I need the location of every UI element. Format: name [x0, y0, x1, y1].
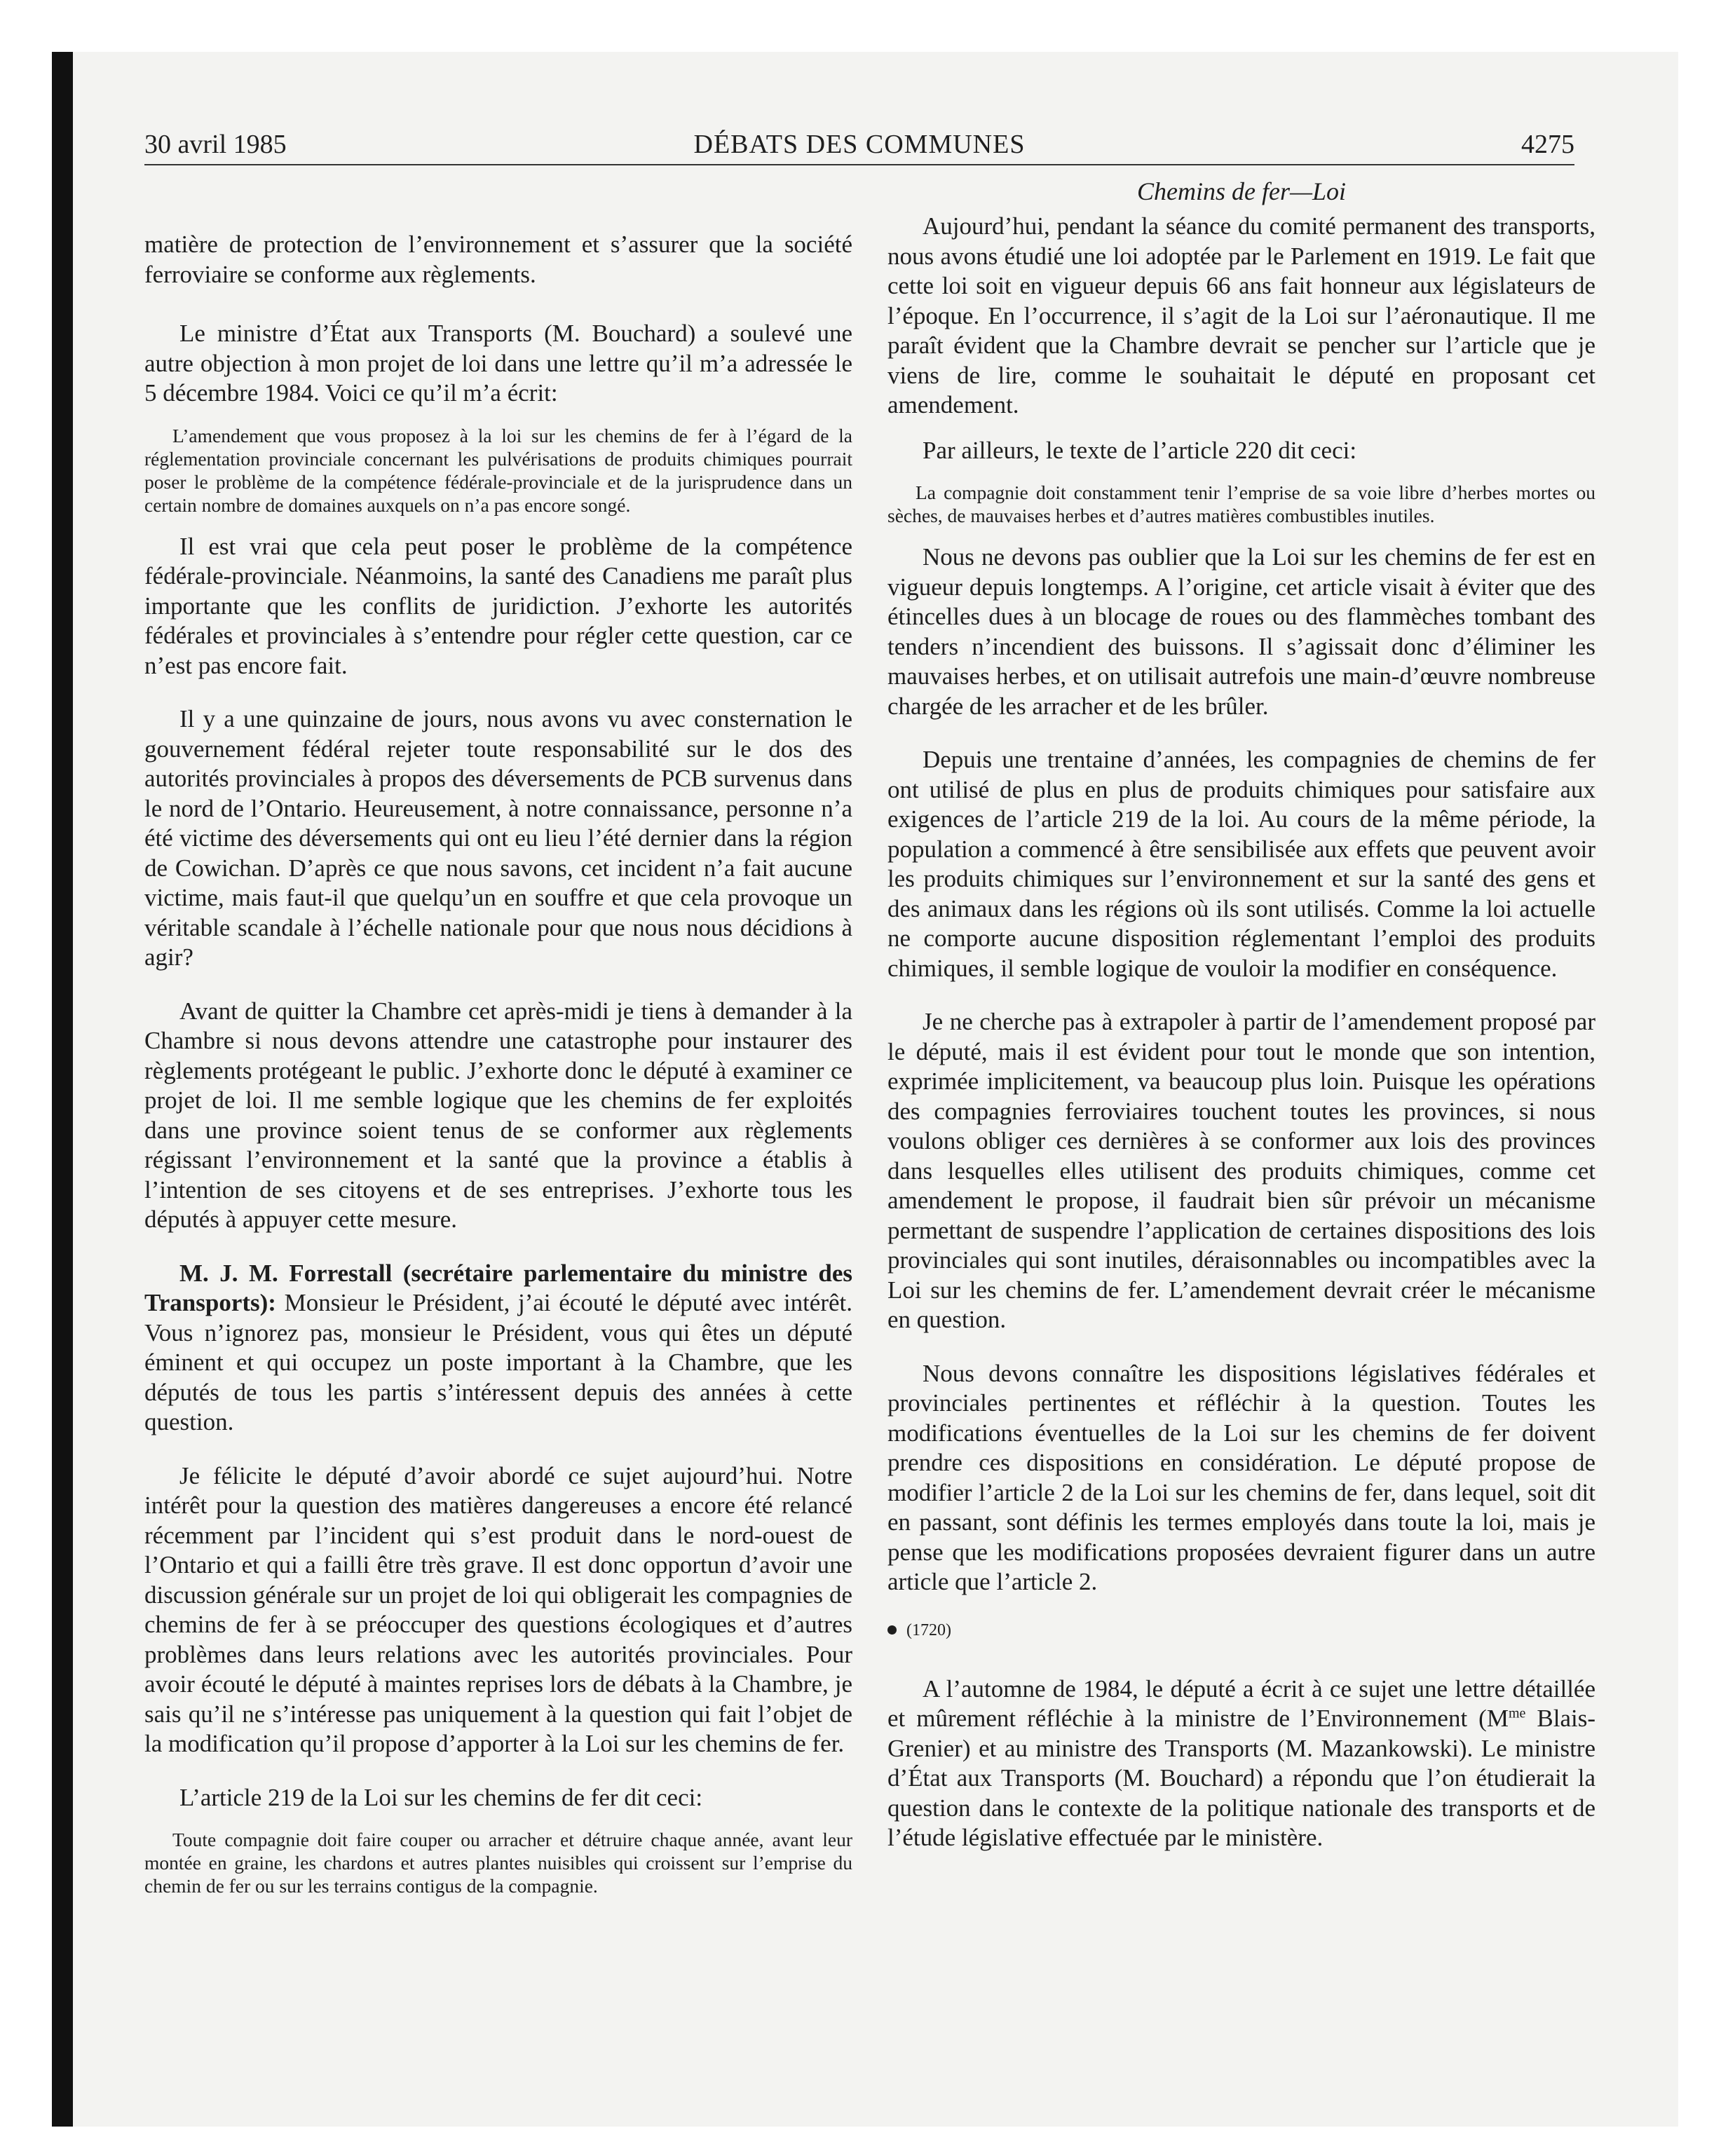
header-date: 30 avril 1985: [144, 130, 287, 159]
timestamp: [887, 1620, 1595, 1641]
scan-border: [52, 52, 73, 2127]
running-head: [144, 125, 1574, 165]
paragraph: Nous devons connaître les dispositions législatives fédérales et provinciales pertinentes et réfléchir à la question. Toutes les modifications éventuelles de la Loi sur les chemins de fer doivent prendre ces dispositions en considération. Le député propose de modifier l’article 2 de la Loi sur les chemins de fer, dans lequel, soit dit en passant, sont définis les termes employés dans toute la loi, mais je pense que les modifications proposées devraient figurer dans un autre article que l’article 2.: [887, 1359, 1595, 1595]
text-segment: A l’automne de 1984, le député a écrit à ce sujet une lettre détaillée et mûrement réfléchie à la ministre de l’Environnement (M: [887, 1674, 1595, 1732]
paragraph: Par ailleurs, le texte de l’article 220 dit ceci:: [923, 436, 1357, 464]
speech-text: Monsieur le Président, j’ai écouté le député avec intérêt. Vous n’ignorez pas, monsieur le Président, vous qui êtes un député éminent et qui occupez un poste important à la Chambre, que les députés de tous les partis s’intéressent depuis des années à cette question.: [144, 1289, 852, 1435]
paragraph: L’article 219 de la Loi sur les chemins de fer dit ceci:: [179, 1783, 703, 1811]
header-title: DÉBATS DES COMMUNES: [693, 130, 1026, 159]
paragraph: Il est vrai que cela peut poser le problème de la compétence fédérale-provinciale. Néanmoins, la santé des Canadiens me paraît plus importante que les conflits de juridiction. J’exhorte les autorités fédérales et provinciales à s’entendre pour régler cette question, car ce n’est pas encore fait.: [144, 532, 852, 679]
block-quote: L’amendement que vous proposez à la loi sur les chemins de fer à l’égard de la réglementation provinciale concernant les pulvérisations de produits chimiques pourrait poser le problème de la compétence fédérale-provinciale et de la jurisprudence dans un certain nombre de domaines auxquels on n’a pas encore songé.: [144, 424, 852, 516]
block-quote: Toute compagnie doit faire couper ou arracher et détruire chaque année, avant leur montée en graine, les chardons et autres plantes nuisibles qui croissent sur l’emprise du chemin de fer ou sur les terrains contigus de la compagnie.: [144, 1829, 852, 1897]
paragraph: Je félicite le député d’avoir abordé ce sujet aujourd’hui. Notre intérêt pour la question des matières dangereuses a encore été relancé récemment par l’incident qui s’est produit dans le nord-ouest de l’Ontario et qui a failli être très grave. Il est donc opportun d’avoir une discussion générale sur un projet de loi qui obligerait les compagnies de chemins de fer à se préoccuper des questions écologiques et d’autres problèmes dans leurs relations avec les autorités provinciales. Pour avoir écouté le député à maintes reprises lors de débats à la Chambre, je sais qu’il ne s’intéresse pas uniquement à la question qui fait l’objet de la modification qu’il propose d’apporter à la Loi sur les chemins de fer.: [144, 1461, 852, 1757]
right-column: [887, 175, 1595, 1853]
timestamp-text: (1720): [906, 1621, 951, 1639]
paragraph: [144, 1259, 852, 1438]
paragraph: matière de protection de l’environnement et s’assurer que la société ferroviaire se conforme aux règlements.: [144, 231, 852, 288]
header-page-number: 4275: [1521, 130, 1574, 159]
speaker-name: M. J. M. Forrestall (secrétaire parlementaire du ministre des Transports):: [144, 1259, 852, 1316]
paragraph: Le ministre d’État aux Transports (M. Bouchard) a soulevé une autre objection à mon projet de loi dans une lettre qu’il m’a adressée le 5 décembre 1984. Voici ce qu’il m’a écrit:: [144, 320, 852, 407]
section-heading: Chemins de fer—Loi: [1136, 177, 1346, 205]
text-segment: Blais-Grenier) et au ministre des Transports (M. Mazankowski). Le ministre d’État aux Transports (M. Bouchard) a répondu que l’on étudierait la question dans le contexte de la politique nationale des transports et de l’étude législative effectuée par le ministère.: [887, 1705, 1595, 1851]
paragraph: Il y a une quinzaine de jours, nous avons vu avec consternation le gouvernement fédéral rejeter toute responsabilité sur le dos des autorités provinciales à propos des déversements de PCB survenus dans le nord de l’Ontario. Heureusement, à notre connaissance, personne n’a été victime des déversements qui ont eu lieu l’été dernier dans la région de Cowichan. D’après ce que nous savons, cet incident n’a fait aucune victime, mais faut-il que quelqu’un en souffre et que cela provoque un véritable scandale à l’échelle nationale pour que nous nous décidions à agir?: [144, 705, 852, 971]
paragraph: Je ne cherche pas à extrapoler à partir de l’amendement proposé par le député, mais il est évident pour tout le monde que son intention, exprimée implicitement, va beaucoup plus loin. Puisque les opérations des compagnies ferroviaires touchent toutes les provinces, si nous voulons obliger ces dernières à se conformer aux lois des provinces dans lesquelles elles utilisent des produits chimiques, comme cet amendement le propose, il faudrait bien sûr prévoir un mécanisme permettant de suspendre l’application de certaines dispositions des lois provinciales qui sont inutiles, déraisonnables ou incompatibles avec la Loi sur les chemins de fer. L’amendement devrait créer le mécanisme en question.: [887, 1008, 1595, 1333]
block-quote: La compagnie doit constamment tenir l’emprise de sa voie libre d’herbes mortes ou sèches, de mauvaises herbes et d’autres matières combustibles inutiles.: [887, 482, 1595, 526]
paragraph: Avant de quitter la Chambre cet après-midi je tiens à demander à la Chambre si nous devons attendre une catastrophe pour instaurer des règlements protégeant le public. J’exhorte donc le député à examiner ce projet de loi. Il me semble logique que les chemins de fer exploités dans une province soient tenus de se conformer aux règlements régissant l’environnement et la santé que la province a établis à l’intention de ses citoyens et de ses entreprises. J’exhorte tous les députés à appuyer cette mesure.: [144, 997, 852, 1233]
paragraph: [887, 1674, 1595, 1853]
bullet-icon: [887, 1625, 897, 1635]
paragraph: Nous ne devons pas oublier que la Loi sur les chemins de fer est en vigueur depuis longtemps. A l’origine, cet article visait à éviter que des étincelles dues à un blocage de roues ou des flammèches tombant des tenders n’incendient des buissons. Il s’agissait donc d’éliminer les mauvaises herbes, et on utilisait autrefois une main-d’œuvre nombreuse chargée de les arracher et de les brûler.: [887, 543, 1595, 720]
paragraph: Depuis une trentaine d’années, les compagnies de chemins de fer ont utilisé de plus en plus de produits chimiques pour satisfaire aux exigences de l’article 219 de la loi. Au cours de la même période, la population a commencé à être sensibilisée aux effets que peuvent avoir les produits chimiques sur l’environnement et sur la santé des gens et des animaux dans les régions où ils sont utilisés. Comme la loi actuelle ne comporte aucune disposition réglementant l’emploi des produits chimiques, il semble logique de vouloir la modifier en conséquence.: [887, 746, 1595, 982]
left-column: [144, 175, 852, 1897]
paragraph: Aujourd’hui, pendant la séance du comité permanent des transports, nous avons étudié une loi adoptée par le Parlement en 1919. Le fait que cette loi soit en vigueur depuis 66 ans fait honneur aux législateurs de l’époque. En l’occurrence, il s’agit de la Loi sur l’aéronautique. Il me paraît évident que la Chambre devrait se pencher sur l’article que je viens de lire, comme le souhaitait le député en proposant cet amendement.: [887, 212, 1595, 418]
superscript: me: [1508, 1705, 1526, 1721]
